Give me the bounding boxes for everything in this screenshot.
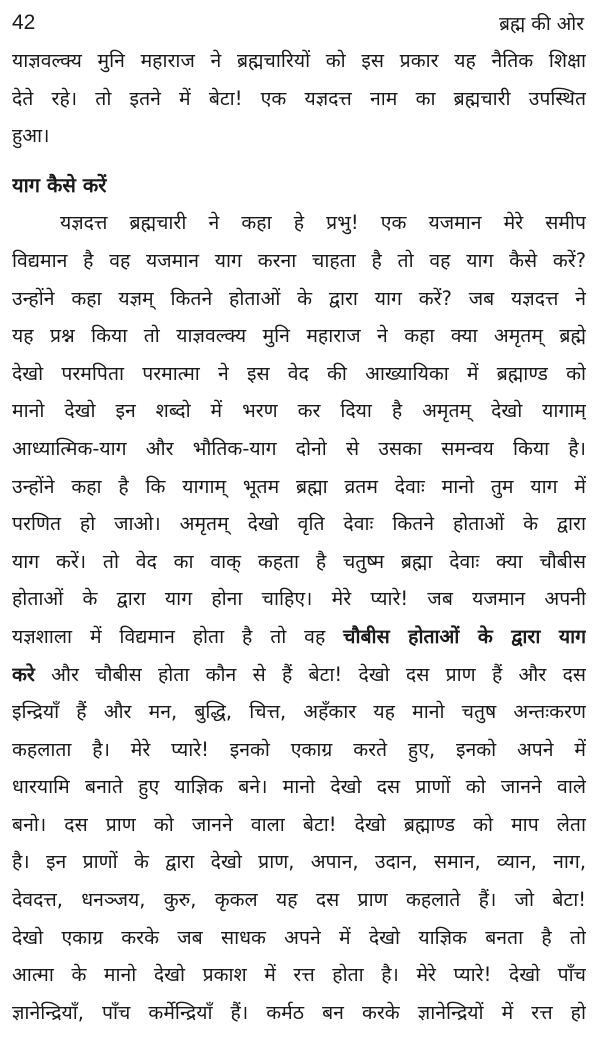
text-line: इन्द्रियाँ हैं और मन, बुद्धि, चित्त, अहँकार यह मानो चतुष अन्तःकरण [12,700,586,724]
text-line: देखो एकाग्र करके जब साधक अपने में देखो याज्ञिक बनता है तो [12,925,586,949]
text-segment: यज्ञशाला में विद्यमान होता है तो वह [12,624,344,648]
section-paragraph [12,204,586,1031]
text-line: देते रहे। तो इतने में बेटा! एक यज्ञदत्त नाम का ब्रह्मचारी उपस्थित [12,86,586,110]
text-line: है। इन प्राणों के द्वारा देखो प्राण, अपान, उदान, समान, व्यान, नाग, [12,850,586,874]
text-line: उन्होंने कहा है कि यागाम् भूतम ब्रह्मा व्रतम देवाः मानो तुम याग में [12,474,586,498]
text-line: देवदत्त, धनञ्जय, कुरु, कृकल यह दस प्राण कहलाते हैं। जो बेटा! [12,888,586,912]
text-line: यज्ञदत्त ब्रह्मचारी ने कहा हे प्रभु! एक यजमान मेरे समीप [60,211,586,235]
text-line: परणित हो जाओ। अमृतम् देखो वृति देवाः कितने होताओं के द्वारा [12,512,586,536]
text-line-with-bold [12,656,586,694]
text-line: याज्ञवल्क्य मुनि महाराज ने ब्रह्मचारियों को इस प्रकार यह नैतिक शिक्षा [12,49,586,72]
text-line: मानो देखो इन शब्दो में भरण कर दिया है अमृतम् देखो यागाम् [12,399,586,423]
text-segment: और चौबीस होता कौन से हैं बेटा! देखो दस प्राण हैं और दस [34,662,586,686]
text-line: यह प्रश्न किया तो याज्ञवल्क्य मुनि महाराज ने कहा क्या अमृतम् ब्रह्मे [12,324,586,348]
text-line: हुआ। [12,124,50,148]
body-text [12,42,586,1031]
text-line: देखो परमपिता परमात्मा ने इस वेद की आख्यायिका में ब्रह्माण्ड को [12,361,586,385]
page-number: 42 [12,11,36,34]
text-line-with-bold [12,618,586,656]
text-line: बनो। दस प्राण को जानने वाला बेटा! देखो ब्रह्माण्ड को माप लेता [12,812,586,836]
text-line: आध्यात्मिक-याग और भौतिक-याग दोनो से उसका समन्वय किया है। [12,436,586,460]
bold-phrase: चौबीस होताओं के द्वारा याग [343,624,586,648]
section-spacer [12,155,586,167]
text-line: कहलाता है। मेरे प्यारे! इनको एकाग्र करते हुए, इनको अपने में [12,737,586,761]
running-title: ब्रह्म की ओर [499,13,584,35]
intro-paragraph [12,42,586,155]
text-line: उन्होंने कहा यज्ञम् कितने होताओं के द्वारा याग करें? जब यज्ञदत्त ने [12,286,586,310]
text-line: आत्मा के मानो देखो प्रकाश में रत्त होता है। मेरे प्यारे! देखो पाँच [12,963,586,987]
bold-phrase: करे [12,662,35,686]
text-line: ज्ञानेन्द्रियाँ, पाँच कर्मेन्द्रियाँ हैं। कर्मठ बन करके ज्ञानेन्द्रियों में रत्त हो [12,1000,586,1024]
text-line: याग करें। तो वेद का वाक् कहता है चतुष्म ब्रह्मा देवाः क्या चौबीस [12,549,586,573]
text-line: विद्यमान है वह यजमान याग करना चाहता है तो वह याग कैसे करें? [12,248,586,272]
section-heading: याग कैसे करें [12,172,107,197]
text-line: धारयामि बनाते हुए याज्ञिक बने। मानो देखो दस प्राणों को जानने वाले [12,775,586,799]
text-line: होताओं के द्वारा याग होना चाहिए। मेरे प्यारे! जब यजमान अपनी [12,587,586,611]
page-header [12,6,584,40]
